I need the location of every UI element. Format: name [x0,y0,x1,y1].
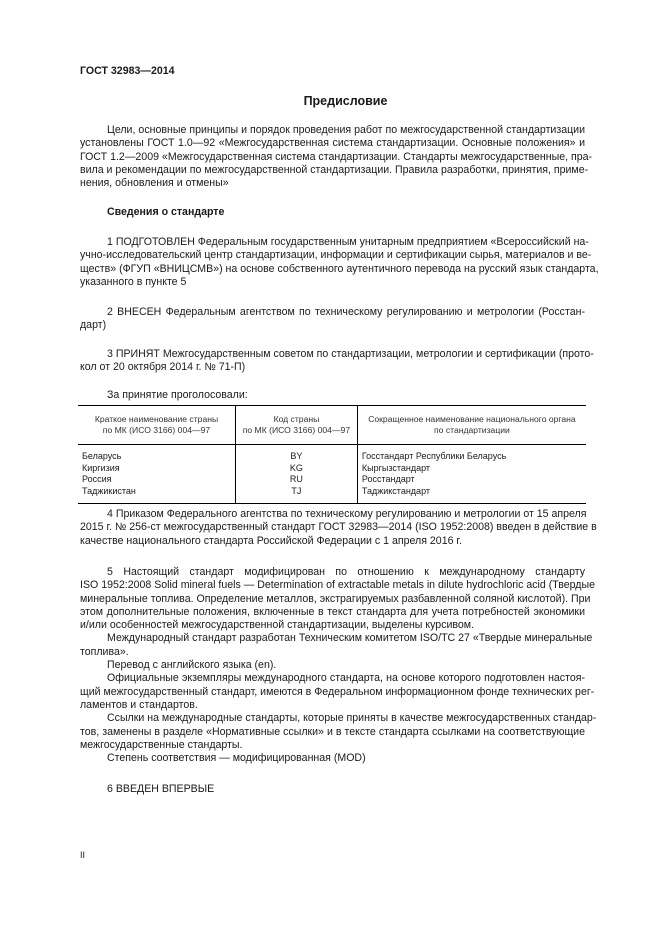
text-line: Перевод с английского языка (en). [107,659,277,672]
table-row [78,486,586,504]
text-line: вила и рекомендации по межгосударственной стандартизации. Правила разработки, принятия, приме- [80,163,589,176]
text-line: тов, заменены в разделе «Нормативные ссылки» и в тексте стандарта ссылками на соответствующие [80,725,585,738]
column-header-line: Сокращенное наименование национального органа [368,414,576,424]
table-row [78,463,586,475]
text-line: качестве национального стандарта Российской Федерации с 1 апреля 2016 г. [80,534,462,547]
table-row [78,445,586,463]
document-header: ГОСТ 32983—2014 [80,65,175,77]
page-number: II [80,850,86,860]
text-line: минеральные топлива. Определение металлов, экстрагируемых разбавленной соляной кислотой). При [80,592,591,605]
text-line: 1 ПОДГОТОВЛЕН Федеральным государственным унитарным предприятием «Всероссийский на- [107,236,589,248]
column-header-line: по стандартизации [434,425,510,435]
column-header-line: по МК (ИСО 3166) 004—97 [242,425,351,435]
text-line: 2 ВНЕСЕН Федеральным агентством по техническому регулированию и метрологии (Росстан- [107,306,585,318]
column-header-line: Краткое наименование страны [94,414,219,424]
text-line: кол от 20 октября 2014 г. № 71-П) [80,361,246,374]
vote-label: За принятие проголосовали: [107,389,248,401]
text-line: нения, обновления и отмены» [80,177,229,190]
text-line: ГОСТ 1.2—2009 «Межгосударственная система стандартизации. Стандарты межгосударственные, пра- [80,150,593,163]
country-code: KG [235,463,357,475]
country-code: BY [235,445,357,463]
table-header-row [78,406,586,445]
text-line: Степень соответствия — модифицированная (MOD) [107,752,366,765]
column-header-line: Код страны [273,414,320,424]
item-1-paragraph [80,236,599,289]
text-line: 3 ПРИНЯТ Межгосударственным советом по стандартизации, метрологии и сертификации (прото- [107,348,594,360]
text-line: и/или особенностей межгосударственной стандартизации, выделены курсивом. [80,619,475,632]
item-6-paragraph: 6 ВВЕДЕН ВПЕРВЫЕ [107,783,215,795]
table-row [78,474,586,486]
country-code: TJ [235,486,357,504]
text-line: 5 Настоящий стандарт модифицирован по отношению к международному стандарту [107,566,585,578]
standards-body: Кыргызстандарт [357,463,586,475]
text-line: учно-исследовательский центр стандартизации, информации и сертификации сырья, материалов и ве- [80,249,592,262]
column-header [357,406,586,445]
item-4-paragraph [80,508,597,548]
text-line: 2015 г. № 256-ст межгосударственный стандарт ГОСТ 32983—2014 (ISO 1952:2008) введен в действие в [80,521,597,534]
text-line: установлены ГОСТ 1.0—92 «Межгосударственная система стандартизации. Основные положения» и [80,137,585,150]
country-name: Беларусь [82,451,122,461]
text-line: Официальные экземпляры международного стандарта, на основе которого подготовлен настоя- [107,672,585,685]
column-header-line: по МК (ИСО 3166) 004—97 [102,425,211,435]
text-line: Международный стандарт разработан Техническим комитетом ISO/TC 27 «Твердые минеральные [107,632,593,645]
country-name: Таджикистан [78,486,235,504]
text-line: указанного в пункте 5 [80,275,187,288]
item-5-paragraph [80,566,597,765]
standards-body: Таджикстандарт [357,486,586,504]
voting-table [78,405,586,504]
text-line: этом дополнительные положения, включенные в текст стандарта для учета потребностей экономики [80,605,585,618]
text-line: ществ» (ФГУП «ВНИЦСМВ») на основе собственного аутентичного перевода на русский язык стандарта, [80,262,599,275]
column-header [235,406,357,445]
country-code: RU [235,474,357,486]
page-title: Предисловие [303,94,388,108]
text-line: Ссылки на международные стандарты, которые приняты в качестве межгосударственных стандар- [107,712,597,725]
text-line: щий межгосударственный стандарт, имеются в Федеральном информационном фонде технических рег- [80,685,595,698]
country-name: Россия [82,474,112,484]
section-subtitle: Сведения о стандарте [107,206,225,218]
text-line: топлива». [80,645,129,658]
text-line: ISO 1952:2008 Solid mineral fuels — Determination of extractable metals in dilute hydrochloric acid (Твердые [80,579,595,592]
intro-paragraph [80,124,593,190]
item-2-paragraph [80,306,585,333]
text-line: Цели, основные принципы и порядок проведения работ по межгосударственной стандартизации [107,124,585,136]
column-header [78,406,235,445]
text-line: дарт) [80,319,107,332]
text-line: межгосударственные стандарты. [80,738,243,751]
standards-body: Росстандарт [357,474,586,486]
text-line: 4 Приказом Федерального агентства по техническому регулированию и метрологии от 15 апреля [107,508,587,520]
country-name: Киргизия [82,462,120,473]
text-line: ламентов и стандартов. [80,698,198,711]
item-3-paragraph [80,348,594,375]
standards-body: Госстандарт Республики Беларусь [357,445,586,463]
